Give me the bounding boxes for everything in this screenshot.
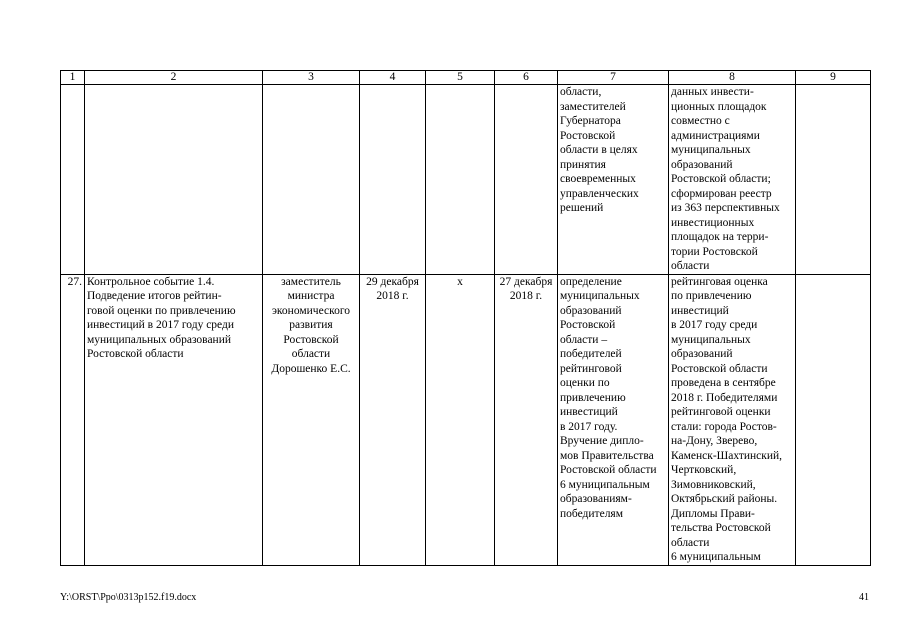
cell-empty xyxy=(426,85,495,275)
column-header-2: 2 xyxy=(85,71,263,85)
column-header-9: 9 xyxy=(796,71,871,85)
column-header-7: 7 xyxy=(558,71,669,85)
footer-file-path: Y:\ORST\Ppo\0313p152.f19.docx xyxy=(60,592,197,603)
column-header-5: 5 xyxy=(426,71,495,85)
cell-planned-date: 29 декабря 2018 г. xyxy=(360,274,426,565)
cell-planned-result-continued: области, заместителей Губернатора Ростовской области в целях принятия своевременных управленческих решений xyxy=(558,85,669,275)
cell-empty xyxy=(796,85,871,275)
cell-empty xyxy=(263,85,360,275)
cell-actual-date: 27 декабря 2018 г. xyxy=(495,274,558,565)
cell-planned-result: определение муниципальных образований Ростовской области – победителей рейтинговой оценки по привлечению инвестиций в 2017 году. Вручение дипло- мов Правительства Ростовской области 6 муниципальным образованиям- победителям xyxy=(558,274,669,565)
cell-empty xyxy=(796,274,871,565)
cell-actual-result: рейтинговая оценка по привлечению инвестиций в 2017 году среди муниципальных образований Ростовской области проведена в сентябре 2018 г. Победителями рейтинговой оценки стали: города Ростов- на-Дону, Зверево, Каменск-Шахтинский, Чертковский, Зимовниковский, Октябрьский районы. Дипломы Прави- тельства Ростовской области 6 муниципальным xyxy=(669,274,796,565)
cell-responsible: заместитель министра экономического развития Ростовской области Дорошенко Е.С. xyxy=(263,274,360,565)
column-header-6: 6 xyxy=(495,71,558,85)
cell-control-event: Контрольное событие 1.4. Подведение итогов рейтин- говой оценки по привлечению инвестиций в 2017 году среди муниципальных образований Ростовской области xyxy=(85,274,263,565)
column-header-3: 3 xyxy=(263,71,360,85)
table-header-row xyxy=(61,71,871,85)
column-header-1: 1 xyxy=(61,71,85,85)
table-row-27 xyxy=(61,274,871,565)
column-header-4: 4 xyxy=(360,71,426,85)
cell-row-number: 27. xyxy=(61,274,85,565)
cell-actual-result-continued: данных инвести- ционных площадок совместно с администрациями муниципальных образований Ростовской области; сформирован реестр из 363 перспективных инвестиционных площадок на терри- тории Ростовской области xyxy=(669,85,796,275)
cell-empty xyxy=(495,85,558,275)
cell-col5: х xyxy=(426,274,495,565)
footer-page-number: 41 xyxy=(859,592,869,603)
cell-empty xyxy=(85,85,263,275)
table-row-continuation xyxy=(61,85,871,275)
cell-empty xyxy=(61,85,85,275)
cell-empty xyxy=(360,85,426,275)
column-header-8: 8 xyxy=(669,71,796,85)
document-table xyxy=(60,70,871,566)
